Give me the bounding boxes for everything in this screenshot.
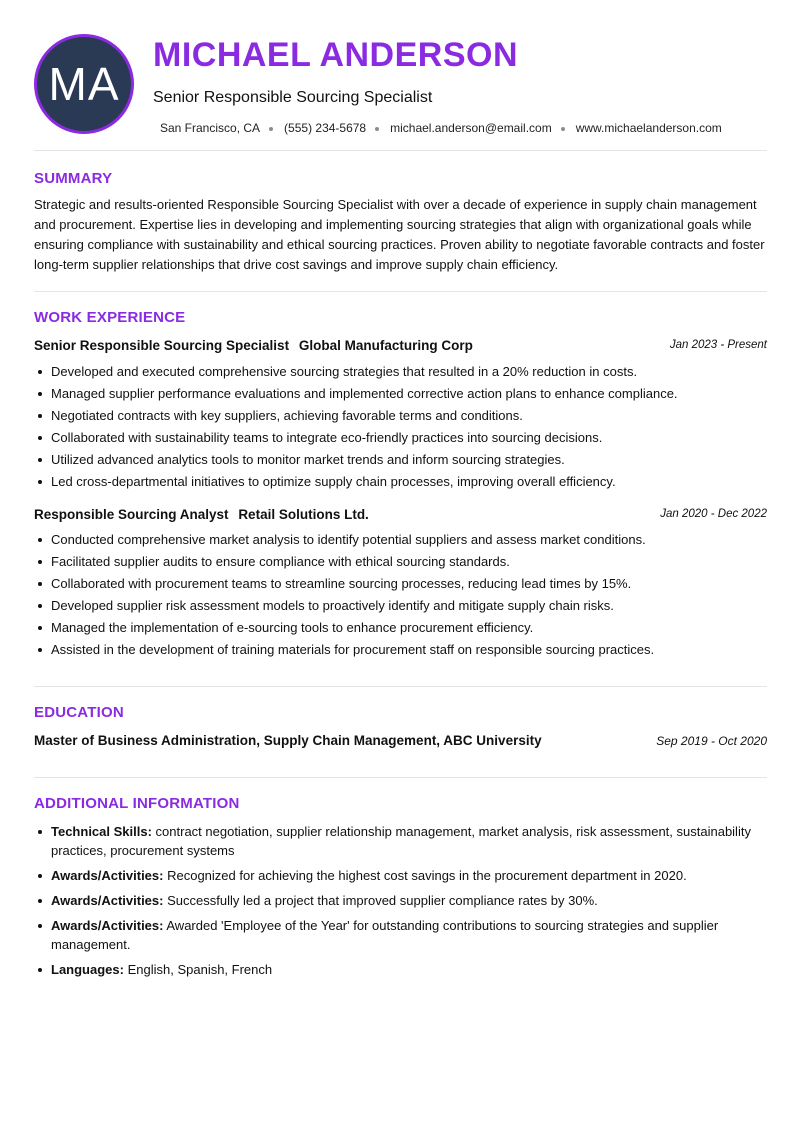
- list-item: Managed the implementation of e-sourcing tools to enhance procurement efficiency.: [34, 618, 774, 640]
- list-item: Assisted in the development of training materials for procurement staff on responsible sourcing practices.: [34, 640, 774, 662]
- info-label: Languages:: [51, 962, 124, 977]
- section-title-experience: WORK EXPERIENCE: [34, 309, 186, 326]
- candidate-name: MICHAEL ANDERSON: [153, 36, 519, 74]
- separator-dot: [375, 127, 379, 131]
- separator-dot: [561, 127, 565, 131]
- list-item: [34, 866, 769, 885]
- list-item: Negotiated contracts with key suppliers, achieving favorable terms and conditions.: [34, 406, 774, 428]
- list-item: Collaborated with procurement teams to streamline sourcing processes, reducing lead times by 15%.: [34, 574, 774, 596]
- list-item: [34, 822, 769, 860]
- list-item: Developed and executed comprehensive sourcing strategies that resulted in a 20% reduction in costs.: [34, 362, 774, 384]
- education-degree: Master of Business Administration, Supply Chain Management, ABC University: [34, 733, 542, 748]
- info-text: contract negotiation, supplier relationship management, market analysis, risk assessment, sustainability practices, procurement systems: [51, 824, 751, 858]
- education-entry: [34, 733, 767, 748]
- list-item: Facilitated supplier audits to ensure compliance with ethical sourcing standards.: [34, 552, 774, 574]
- avatar-initials: MA: [48, 58, 120, 110]
- info-label: Awards/Activities:: [51, 893, 164, 908]
- info-text: Recognized for achieving the highest cost savings in the procurement department in 2020.: [167, 868, 687, 883]
- job-dates: Jan 2020 - Dec 2022: [660, 508, 767, 520]
- contact-location: San Francisco, CA: [160, 121, 261, 135]
- list-item: [34, 916, 769, 954]
- additional-info-list: [34, 822, 769, 985]
- contact-website[interactable]: www.michaelanderson.com: [575, 121, 722, 135]
- education-dates: Sep 2019 - Oct 2020: [656, 734, 767, 748]
- info-label: Technical Skills:: [51, 824, 152, 839]
- job-header: [34, 507, 767, 525]
- section-divider: [34, 291, 767, 292]
- candidate-title: Senior Responsible Sourcing Specialist: [153, 89, 433, 106]
- job-bullets: [34, 530, 774, 662]
- section-title-additional: ADDITIONAL INFORMATION: [34, 795, 240, 812]
- section-title-education: EDUCATION: [34, 704, 124, 721]
- section-divider: [34, 686, 767, 687]
- list-item: Led cross-departmental initiatives to optimize supply chain processes, improving overall efficiency.: [34, 472, 774, 494]
- job-role: Senior Responsible Sourcing Specialist: [34, 338, 290, 353]
- job-company: Global Manufacturing Corp: [298, 338, 473, 353]
- list-item: Conducted comprehensive market analysis to identify potential suppliers and assess market conditions.: [34, 530, 774, 552]
- section-divider: [34, 777, 767, 778]
- job-company: Retail Solutions Ltd.: [238, 507, 369, 522]
- list-item: [34, 960, 769, 979]
- contact-phone: (555) 234-5678: [284, 121, 367, 135]
- info-text: English, Spanish, French: [127, 962, 273, 977]
- section-divider: [34, 150, 767, 151]
- list-item: [34, 891, 769, 910]
- contact-email[interactable]: michael.anderson@email.com: [390, 121, 552, 135]
- avatar: [34, 34, 134, 134]
- separator-dot: [269, 127, 273, 131]
- job-header: [34, 338, 767, 356]
- job-role: Responsible Sourcing Analyst: [34, 507, 229, 522]
- list-item: Collaborated with sustainability teams to integrate eco-friendly practices into sourcing decisions.: [34, 428, 774, 450]
- summary-text: Strategic and results-oriented Responsible Sourcing Specialist with over a decade of experience in supply chain management and procurement. Expertise lies in developing and implementing sourcing strategies that align with organizational goals while ensuring compliance with sustainability and ethical sourcing practices. Proven ability to negotiate favorable contracts and foster long-term supplier relationships that drive cost savings and improve supply chain efficiency.: [34, 197, 765, 272]
- job-bullets: [34, 362, 774, 494]
- info-label: Awards/Activities:: [51, 868, 164, 883]
- info-label: Awards/Activities:: [51, 918, 164, 933]
- list-item: Developed supplier risk assessment models to proactively identify and mitigate supply chain risks.: [34, 596, 774, 618]
- list-item: Managed supplier performance evaluations and implemented corrective action plans to enhance compliance.: [34, 384, 774, 406]
- contact-line: [160, 121, 722, 135]
- section-title-summary: SUMMARY: [34, 170, 113, 187]
- info-text: Successfully led a project that improved supplier compliance rates by 30%.: [167, 893, 598, 908]
- info-text: Awarded 'Employee of the Year' for outstanding contributions to sourcing strategies and supplier management.: [51, 918, 719, 952]
- job-dates: Jan 2023 - Present: [669, 339, 767, 351]
- list-item: Utilized advanced analytics tools to monitor market trends and inform sourcing strategies.: [34, 450, 774, 472]
